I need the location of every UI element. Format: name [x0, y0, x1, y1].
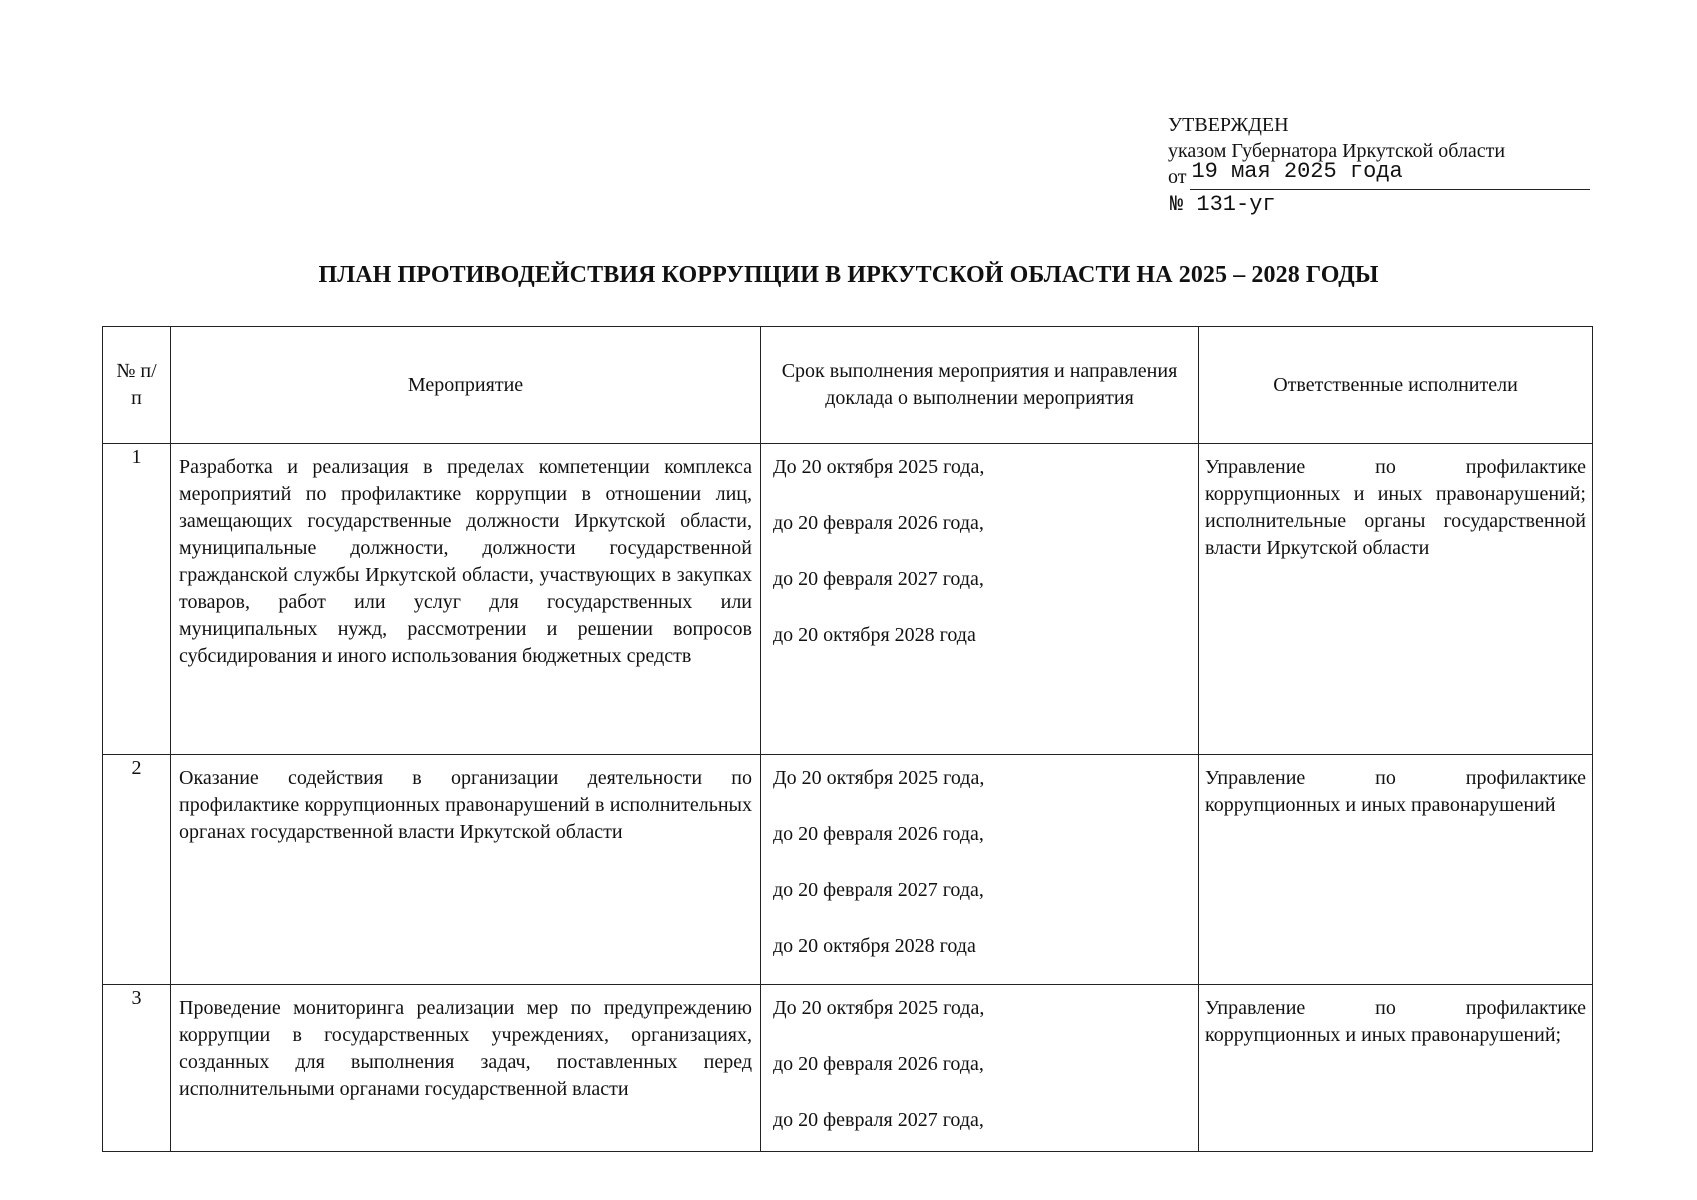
plan-table	[102, 326, 1593, 1152]
approval-number-line	[1168, 191, 1598, 218]
row-responsible: Управление по профилактике коррупционных и иных правонарушений;	[1199, 985, 1593, 1152]
header-num: № п/п	[103, 327, 171, 444]
approval-date-line	[1168, 159, 1598, 191]
row-number: 2	[103, 755, 171, 985]
date-underline	[1190, 189, 1590, 190]
deadline-item: до 20 февраля 2026 года,	[773, 512, 984, 534]
document-title: ПЛАН ПРОТИВОДЕЙСТВИЯ КОРРУПЦИИ В ИРКУТСКОЙ ОБЛАСТИ НА 2025 – 2028 ГОДЫ	[318, 262, 1379, 288]
row-number: 1	[103, 444, 171, 755]
table-row	[103, 985, 1593, 1152]
row-measure: Проведение мониторинга реализации мер по предупреждению коррупции в государственных учреждениях, организациях, созданных для выполнения задач, поставленных перед исполнительными органами государственной власти	[171, 985, 761, 1152]
row-measure: Оказание содействия в организации деятельности по профилактике коррупционных правонарушений в исполнительных органах государственной власти Иркутской области	[171, 755, 761, 985]
approval-stamp	[1168, 112, 1598, 218]
table-row	[103, 444, 1593, 755]
deadline-item: до 20 февраля 2026 года,	[773, 1053, 984, 1075]
approval-date-prefix: от	[1168, 166, 1187, 188]
row-deadlines	[761, 755, 1199, 985]
header-deadline: Срок выполнения мероприятия и направления доклада о выполнении мероприятия	[761, 327, 1199, 444]
deadline-item: до 20 февраля 2027 года,	[773, 879, 984, 901]
deadline-item: до 20 октября 2028 года	[773, 935, 976, 957]
row-deadlines	[761, 985, 1199, 1152]
row-number: 3	[103, 985, 171, 1152]
deadline-item: до 20 февраля 2026 года,	[773, 823, 984, 845]
row-measure: Разработка и реализация в пределах компетенции комплекса мероприятий по профилактике коррупции в отношении лиц, замещающих государственные должности Иркутской области, муниципальные должности, должности государственной гражданской службы Иркутской области, участвующих в закупках товаров, работ или услуг для государственных или муниципальных нужд, рассмотрении и решении вопросов субсидирования и иного использования бюджетных средств	[171, 444, 761, 755]
row-responsible: Управление по профилактике коррупционных и иных правонарушений	[1199, 755, 1593, 985]
deadline-item: До 20 октября 2025 года,	[773, 767, 985, 789]
table-header-row	[103, 327, 1593, 444]
deadline-item: До 20 октября 2025 года,	[773, 456, 985, 478]
approval-title: УТВЕРЖДЕН	[1168, 114, 1289, 136]
approval-number: № 131-уг	[1170, 192, 1276, 217]
approval-decree: указом Губернатора Иркутской области	[1168, 140, 1506, 162]
row-deadlines	[761, 444, 1199, 755]
deadline-item: до 20 февраля 2027 года,	[773, 1109, 984, 1131]
deadline-item: До 20 октября 2025 года,	[773, 997, 985, 1019]
table-row	[103, 755, 1593, 985]
approval-date: 19 мая 2025 года	[1191, 159, 1403, 184]
header-measure: Мероприятие	[171, 327, 761, 444]
row-responsible: Управление по профилактике коррупционных и иных правонарушений; исполнительные органы государственной власти Иркутской области	[1199, 444, 1593, 755]
deadline-item: до 20 октября 2028 года	[773, 624, 976, 646]
deadline-item: до 20 февраля 2027 года,	[773, 568, 984, 590]
header-responsible: Ответственные исполнители	[1199, 327, 1593, 444]
